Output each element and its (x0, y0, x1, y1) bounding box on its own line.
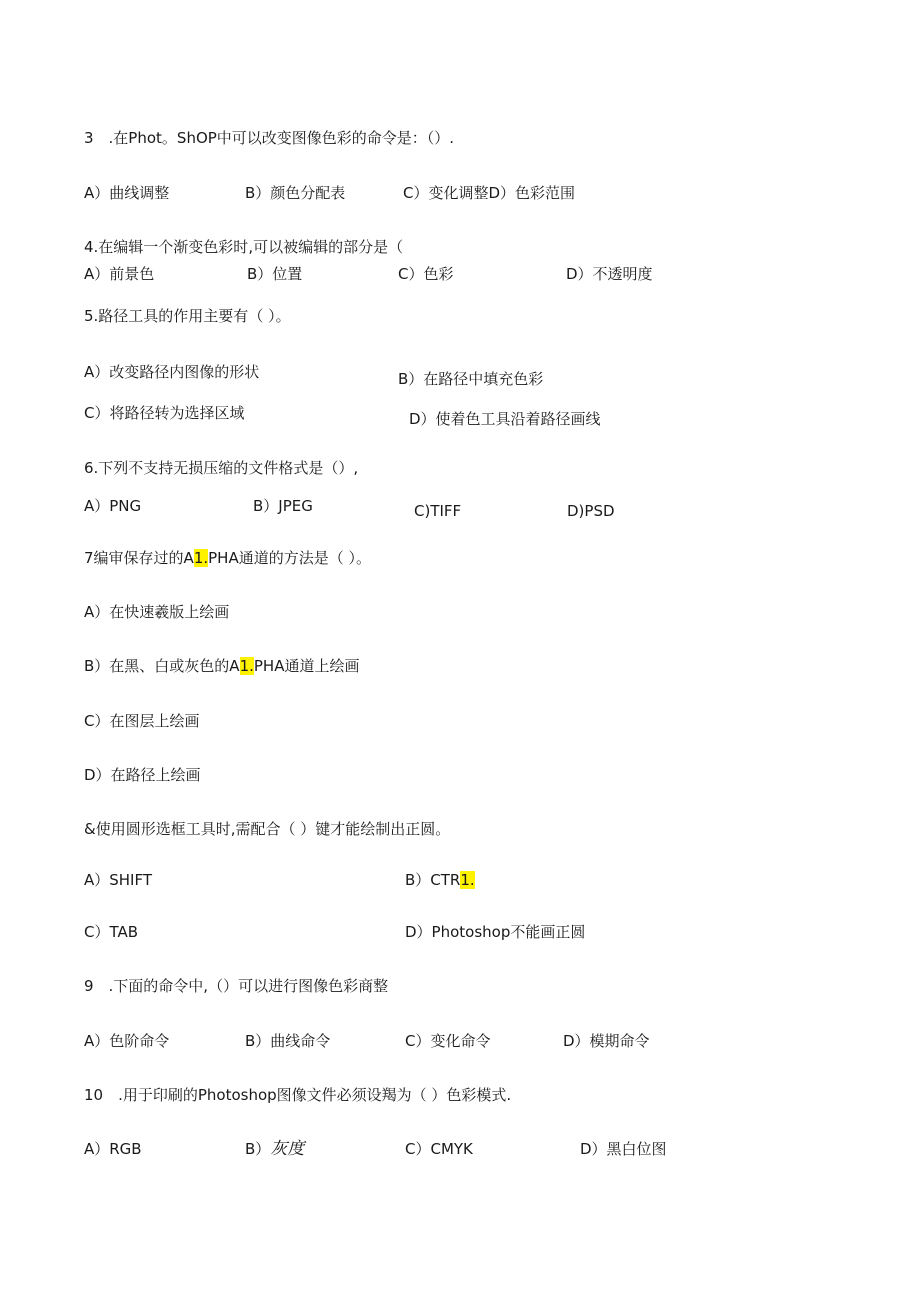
question-9-stem: 9 .下面的命令中,（）可以进行图像色彩商整 (84, 977, 389, 995)
question-8-option-c: C）TAB (84, 923, 139, 941)
question-8-option-b (405, 870, 475, 890)
question-8-option-b-highlight: 1. (460, 871, 475, 889)
question-10-option-b (245, 1139, 304, 1159)
question-6-stem: 6.下列不支持无损压缩的文件格式是（）, (84, 459, 359, 477)
question-7-option-a: A）在快速羲版上绘画 (84, 603, 230, 621)
question-7-option-b-highlight: 1. (239, 657, 254, 675)
question-7-option-b-post: PHA通道上绘画 (253, 657, 360, 675)
question-8-option-b-pre: B）CTR (405, 871, 461, 889)
question-10-option-c: C）CMYK (405, 1140, 473, 1158)
question-4-option-b: B）位置 (247, 265, 303, 283)
question-4-option-d: D）不透明度 (566, 265, 653, 283)
question-6-option-c: C)TIFF (414, 502, 462, 520)
question-4-option-a: A）前景色 (84, 265, 155, 283)
question-9-option-a: A）色阶命令 (84, 1032, 170, 1050)
question-5-stem: 5.路径工具的作用主要有（ ）。 (84, 307, 291, 325)
question-9-option-b: B）曲线命令 (245, 1032, 331, 1050)
question-10-option-b-italic: 灰度 (270, 1139, 305, 1159)
question-10-option-a: A）RGB (84, 1140, 142, 1158)
question-4-option-c: C）色彩 (398, 265, 454, 283)
question-8-option-d: D）Photoshop不能画正圆 (405, 923, 586, 941)
question-10-option-b-prefix: B） (245, 1140, 271, 1158)
question-9-option-d: D）模期命令 (563, 1032, 650, 1050)
question-7-option-b (84, 656, 359, 676)
question-9-option-c: C）变化命令 (405, 1032, 491, 1050)
question-6-option-d: D)PSD (567, 502, 615, 520)
question-10-stem: 10 .用于印刷的Photoshop图像文件必须设羯为（ ）色彩模式. (84, 1086, 512, 1104)
question-5-option-a: A）改变路径内图像的形状 (84, 363, 260, 381)
question-8-option-a: A）SHIFT (84, 871, 153, 889)
question-3-option-b: B）颜色分配表 (245, 184, 346, 202)
question-6-option-a: A）PNG (84, 497, 142, 515)
question-10-option-d: D）黑白位图 (580, 1140, 667, 1158)
question-8-stem: &使用圆形选框工具时,需配合（ ）键才能绘制出正圆。 (84, 820, 451, 838)
question-7-option-d: D）在路径上绘画 (84, 766, 201, 784)
question-3-stem: 3 .在Phot。ShOP中可以改变图像色彩的命令是：（）. (84, 129, 455, 147)
question-3-option-cd: C）变化调整D）色彩范围 (403, 184, 576, 202)
question-5-option-d: D）使着色工具沿着路径画线 (409, 410, 601, 428)
question-7-option-c: C）在图层上绘画 (84, 712, 200, 730)
question-7-stem-highlight: 1. (193, 549, 209, 567)
question-3-option-a: A）曲线调整 (84, 184, 170, 202)
question-7-stem-pre: 7编审保存过的A (84, 549, 194, 567)
question-7-option-b-pre: B）在黑、白或灰色的A (84, 657, 240, 675)
question-7-stem-post: PHA通道的方法是（ ）。 (208, 549, 371, 567)
question-7-stem (84, 548, 371, 568)
question-5-option-b: B）在路径中填充色彩 (398, 370, 544, 388)
question-4-stem: 4.在编辑一个渐变色彩时,可以被编辑的部分是（ (84, 238, 404, 256)
question-5-option-c: C）将路径转为选择区域 (84, 404, 245, 422)
question-6-option-b: B）JPEG (253, 497, 313, 515)
